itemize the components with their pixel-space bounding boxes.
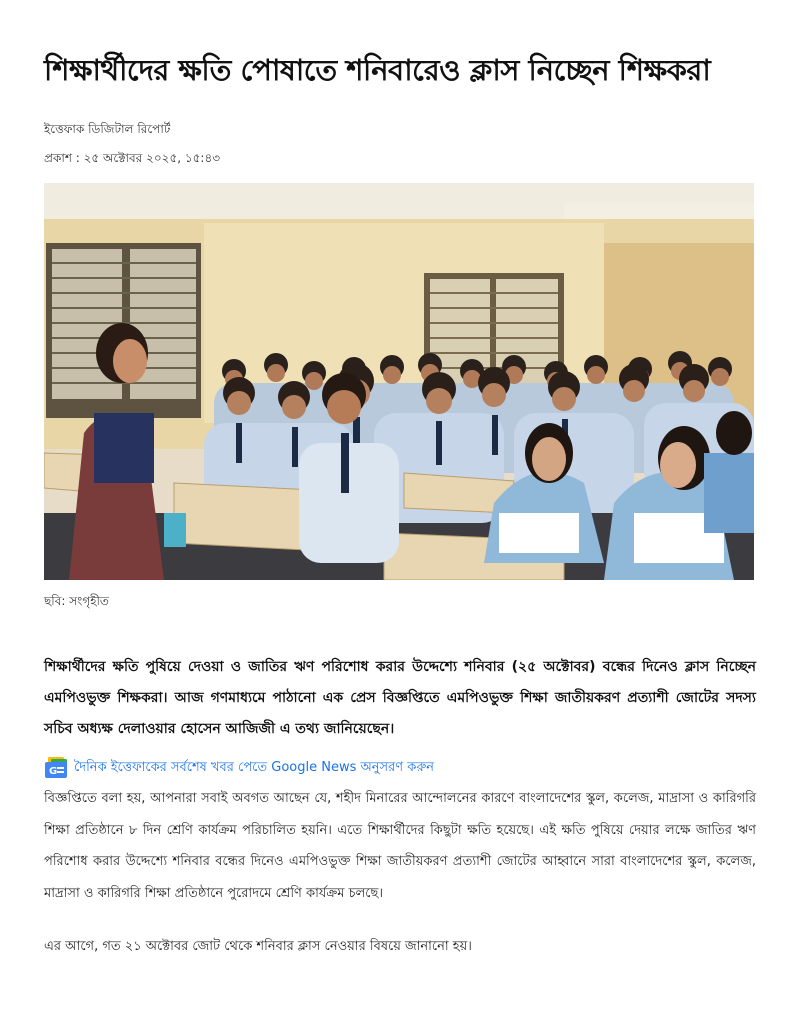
article-photo: [44, 183, 754, 580]
article-byline[interactable]: ইত্তেফাক ডিজিটাল রিপোর্ট: [44, 122, 171, 136]
google-news-follow-link[interactable]: [44, 757, 434, 779]
image-caption: ছবি: সংগৃহীত: [44, 594, 109, 608]
google-news-link-text[interactable]: দৈনিক ইত্তেফাকের সর্বশেষ খবর পেতে Google News অনুসরণ করুন: [74, 759, 435, 775]
article-lead: শিক্ষার্থীদের ক্ষতি পুষিয়ে দেওয়া ও জাতির ঋণ পরিশোধ করার উদ্দেশ্যে শনিবার (২৫ অক্টোবর) বন্ধের দিনেও ক্লাস নিচ্ছেন এমপিওভুক্ত শিক্ষকরা। আজ গণমাধ্যমে পাঠানো এক প্রেস বিজ্ঞপ্তিতে এমপিওভুক্ত শিক্ষা জাতীয়করণ প্রত্যাশী জোটের সদস্য সচিব অধ্যক্ষ দেলাওয়ার হোসেন আজিজী এ তথ্য জানিয়েছেন।: [44, 659, 756, 737]
article-headline: শিক্ষার্থীদের ক্ষতি পোষাতে শনিবারেও ক্লাস নিচ্ছেন শিক্ষকরা: [44, 53, 711, 87]
article-paragraph: বিজ্ঞপ্তিতে বলা হয়, আপনারা সবাই অবগত আছেন যে, শহীদ মিনারের আন্দোলনের কারণে বাংলাদেশের স্কুল, কলেজ, মাদ্রাসা ও কারিগরি শিক্ষা প্রতিষ্ঠানে ৮ দিন শ্রেণি কার্যক্রম পরিচালিত হয়নি। এতে শিক্ষার্থীদের কিছুটা ক্ষতি হয়েছে। এই ক্ষতি পুষিয়ে দেয়ার লক্ষে জাতির ঋণ পরিশোধ করার উদ্দেশ্যে শনিবার বন্ধের দিনেও এমপিওভুক্ত শিক্ষা জাতীয়করণ প্রত্যাশী জোটের আহ্বানে সারা বাংলাদেশের স্কুল, কলেজ, মাদ্রাসা ও কারিগরি শিক্ষা প্রতিষ্ঠানে পুরোদমে শ্রেণি কার্যক্রম চলছে।: [44, 791, 756, 901]
classroom-photo-illustration: [44, 183, 754, 580]
publish-date: প্রকাশ : ২৫ অক্টোবর ২০২৫, ১৫:৪৩: [44, 151, 221, 165]
google-news-icon: [44, 757, 72, 779]
article-paragraph: এর আগে, গত ২১ অক্টোবর জোট থেকে শনিবার ক্লাস নেওয়ার বিষয়ে জানানো হয়।: [44, 939, 472, 954]
svg-text:G: G: [49, 766, 58, 777]
